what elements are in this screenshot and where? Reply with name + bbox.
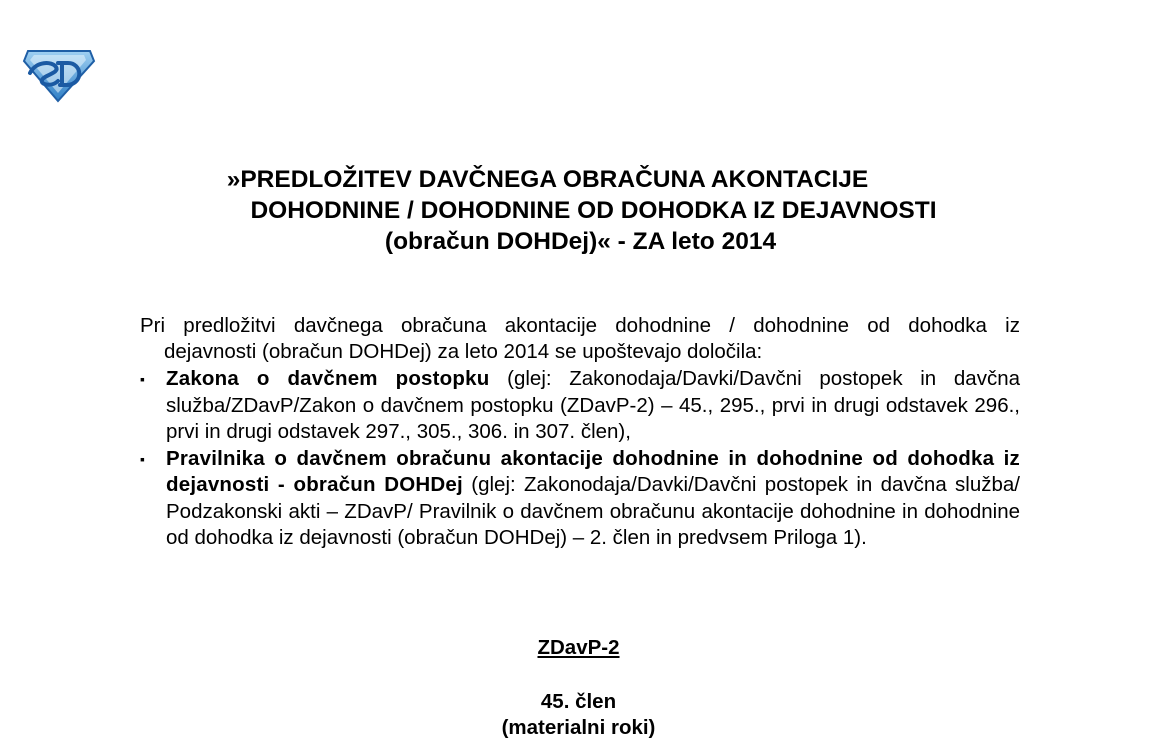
rule-name-bold: Pravilnika o davčnem obračunu akontacije dohodnine in dohodnine od dohodka iz dejavnosti - obračun DOHDej: [166, 446, 1020, 496]
sd-logo: [22, 47, 96, 103]
sd-logo-icon: [22, 47, 96, 103]
title-line-3: (obračun DOHDej)« - ZA leto 2014: [384, 228, 777, 255]
law-name-bold: Zakona o davčnem postopku: [166, 367, 490, 390]
article-number: 45. člen: [540, 690, 617, 713]
list-item: [140, 446, 1020, 552]
law-section-heading: ZDavP-2: [537, 636, 620, 659]
list-item: [140, 366, 1020, 446]
document-title: [0, 164, 1157, 257]
bullet-marker: ▪: [140, 371, 145, 387]
intro-line-2: dejavnosti (obračun DOHDej) za leto 2014 se upoštevajo določila:: [164, 340, 763, 363]
article-heading: [0, 689, 1157, 741]
list-item-text: (glej: Zakonodaja/Davki/Davčni postopek in davčna služba/ZDavP/Zakon o davčnem postopku (ZDavP-2) – 45., 295., prvi in drugi odstavek 296., prvi in drugi odstavek 297., 305., 306. in 307. člen),: [166, 367, 1020, 443]
intro-paragraph: [140, 313, 1020, 365]
title-line-1: »PREDLOŽITEV DAVČNEGA OBRAČUNA AKONTACIJE: [226, 166, 869, 193]
bullet-marker: ▪: [140, 450, 145, 467]
regulation-list: [140, 366, 1020, 552]
intro-line-1: Pri predložitvi davčnega obračuna akontacije dohodnine / dohodnine od dohodka iz: [140, 314, 1020, 337]
article-title: (materialni roki): [501, 716, 656, 739]
list-item-text: (glej: Zakonodaja/Davki/Davčni postopek in davčna služba/ Podzakonski akti – ZDavP/ Pravilnik o davčnem obračunu akontacije dohodnine in dohodnine od dohodka iz dejavnosti (obračun DOHDej) – 2. člen in predvsem Priloga 1).: [166, 473, 1020, 549]
title-line-2: DOHODNINE / DOHODNINE OD DOHODKA IZ DEJAVNOSTI: [250, 197, 937, 224]
